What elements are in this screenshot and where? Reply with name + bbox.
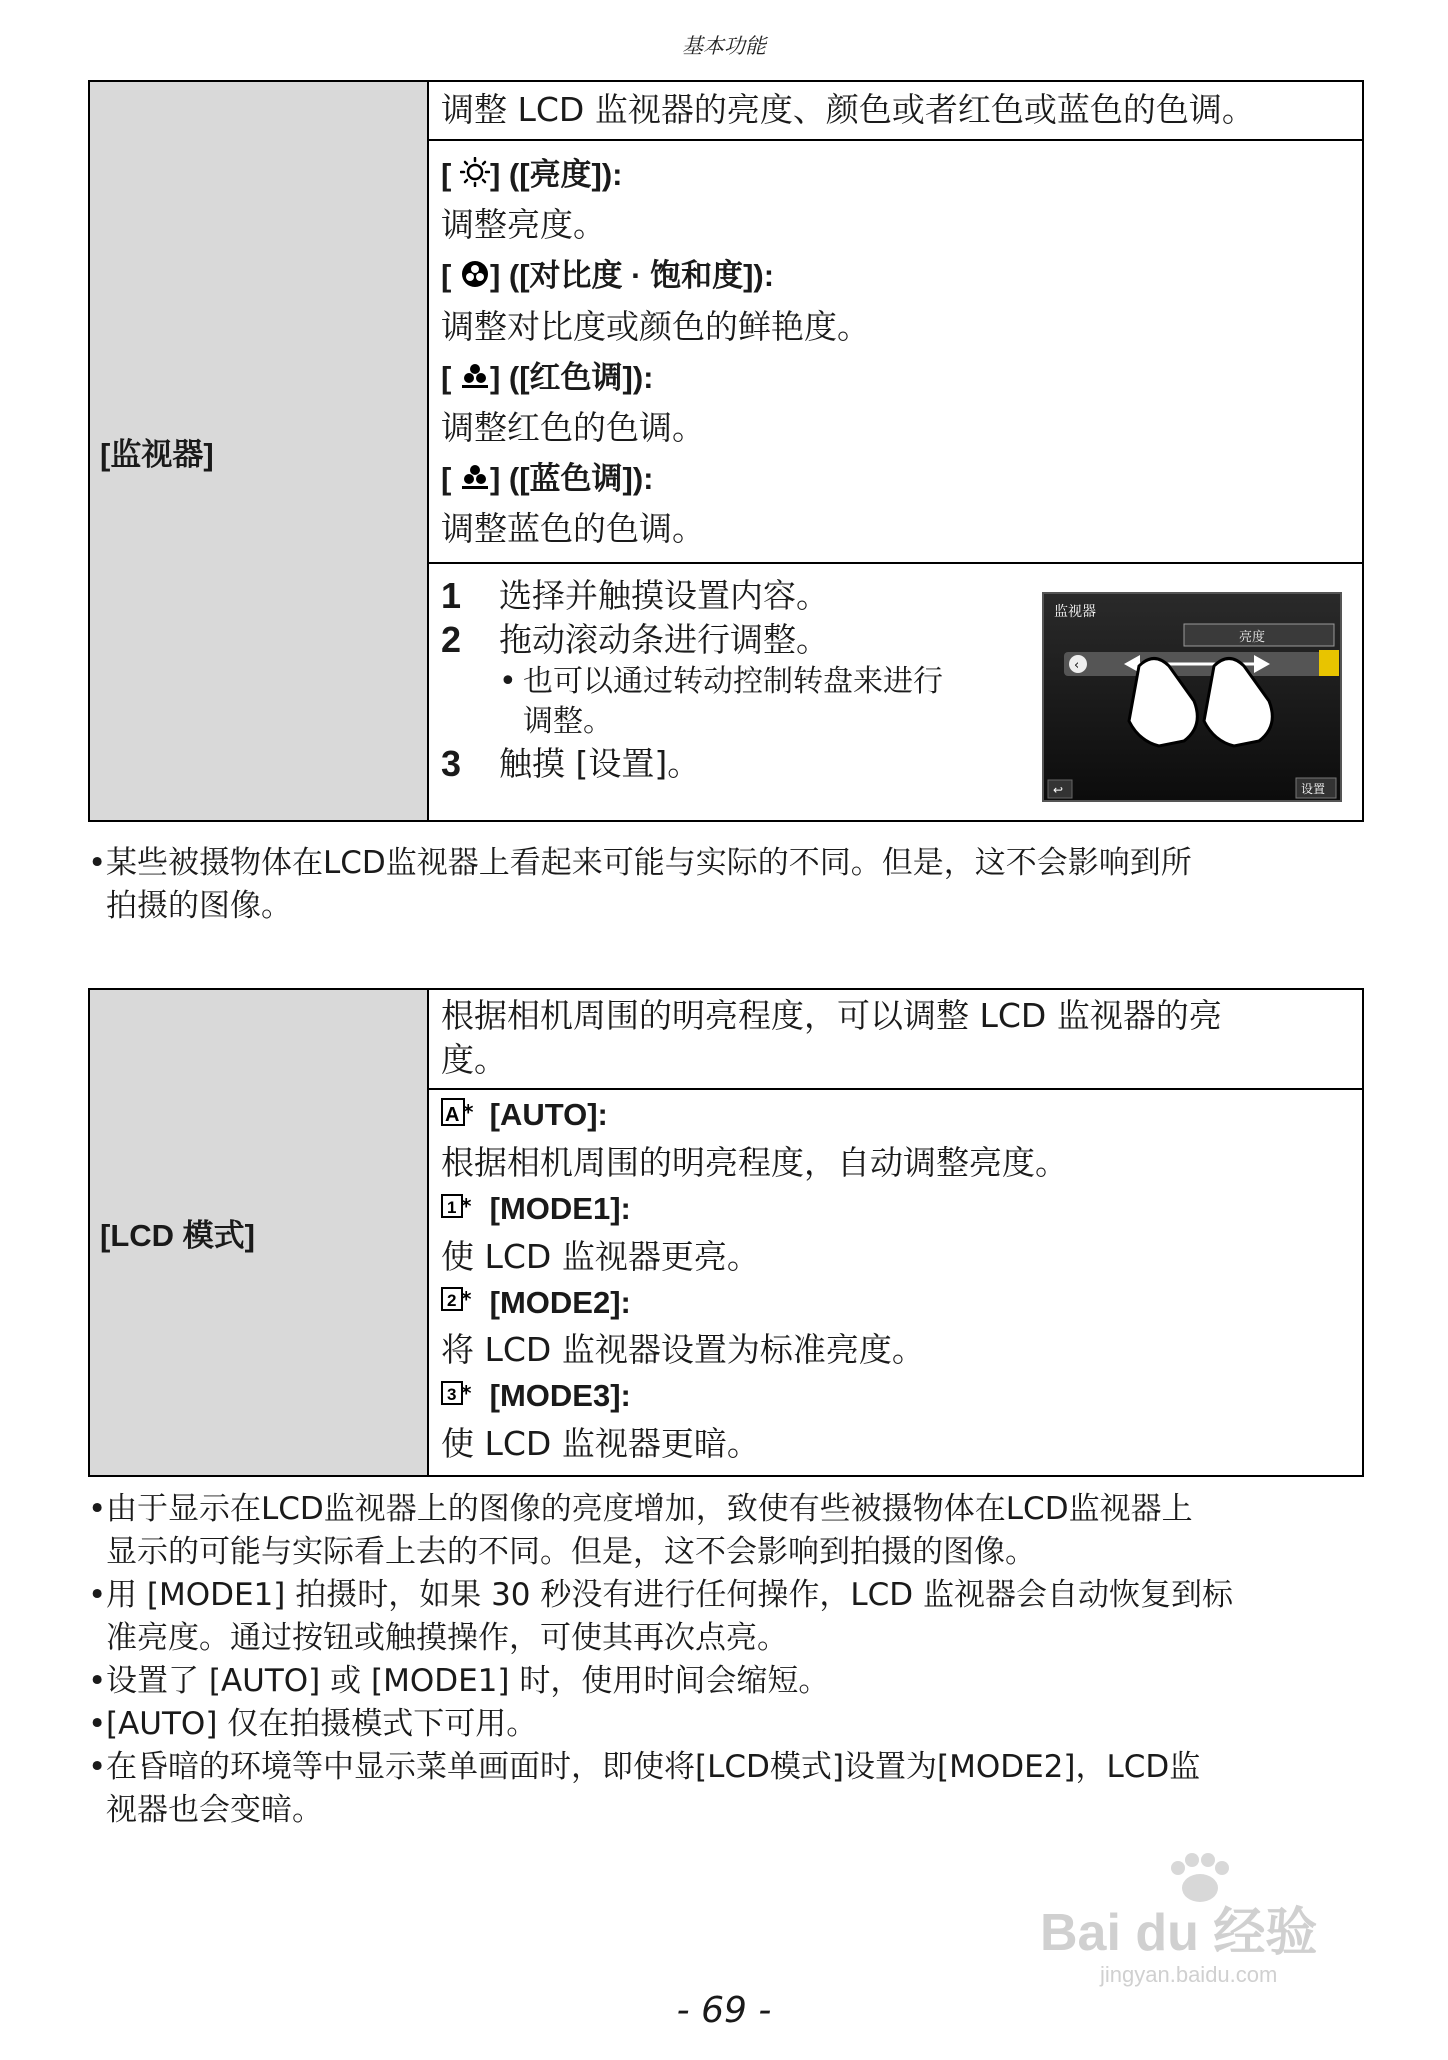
lcd-note-5: • 在昏暗的环境等中显示菜单画面时，即使将[LCD模式]设置为[MODE2]，LCD监 视器也会变暗。 [88, 1749, 1201, 1828]
lcd-note-4: • [AUTO] 仅在拍摄模式下可用。 [88, 1706, 538, 1742]
monitor-note: • 某些被摄物体在LCD监视器上看起来可能与实际的不同。但是，这不会影响到所 拍摄的图像。 [88, 845, 1192, 924]
lcd-mode-table [88, 988, 1364, 1477]
monitor-label: [监视器] [89, 81, 428, 821]
option-red: [ ] ([红色调]): [441, 354, 1350, 403]
red-tint-icon [460, 356, 490, 403]
option-red-desc: 调整红色的色调。 [441, 407, 705, 447]
screen-item-label: 亮度 [1239, 630, 1266, 646]
lcd-notes [88, 1488, 1364, 1832]
step-2-note: • 也可以通过转动控制转盘来进行 调整。 [499, 664, 943, 740]
step-1: 1 选择并触摸设置内容。 [441, 575, 829, 617]
svg-text:↩: ↩ [1053, 783, 1064, 798]
option-brightness: [ ] ([亮度]): [441, 151, 1350, 200]
svg-text:2: 2 [447, 1291, 457, 1311]
option-auto: A * [AUTO]: [441, 1094, 1350, 1138]
mode1-lcd-icon [441, 1190, 481, 1232]
option-blue-desc: 调整蓝色的色调。 [441, 509, 705, 549]
svg-text:*: * [461, 1381, 472, 1406]
svg-text:‹: ‹ [1074, 658, 1080, 674]
svg-text:1: 1 [447, 1197, 457, 1217]
auto-lcd-icon [441, 1096, 481, 1138]
watermark-url: jingyan.baidu.com [1100, 1962, 1278, 1987]
lcd-note-2: • 用 [MODE1] 拍摄时，如果 30 秒没有进行任何操作，LCD 监视器会自动恢复到标 准亮度。通过按钮或触摸操作，可使其再次点亮。 [88, 1577, 1234, 1656]
step-2: 2 拖动滚动条进行调整。 [441, 619, 829, 661]
lcd-mode-label: [LCD 模式] [89, 989, 428, 1476]
lcd-note-3: • 设置了 [AUTO] 或 [MODE1] 时，使用时间会缩短。 [88, 1663, 830, 1699]
camera-screen-illustration [1042, 592, 1342, 802]
option-mode2-desc: 将 LCD 监视器设置为标准亮度。 [441, 1330, 925, 1370]
option-mode2: 2 * [MODE2]: [441, 1282, 1350, 1326]
option-blue: [ ] ([蓝色调]): [441, 455, 1350, 504]
contrast-saturation-icon [460, 255, 490, 302]
mode3-lcd-icon [441, 1377, 481, 1419]
monitor-steps-cell [428, 563, 1363, 821]
option-mode1-desc: 使 LCD 监视器更亮。 [441, 1236, 760, 1276]
brightness-icon [460, 153, 490, 200]
watermark-brand: Bai du 经验 [1040, 1904, 1318, 1962]
svg-text:*: * [461, 1287, 472, 1312]
mode2-lcd-icon [441, 1283, 481, 1325]
step-3: 3 触摸 [设置]。 [441, 743, 701, 785]
monitor-options [428, 140, 1363, 563]
option-mode1: 1 * [MODE1]: [441, 1188, 1350, 1232]
option-brightness-desc: 调整亮度。 [441, 205, 606, 245]
svg-text:3: 3 [447, 1385, 457, 1405]
option-auto-desc: 根据相机周围的明亮程度，自动调整亮度。 [441, 1142, 1068, 1182]
monitor-description: 调整 LCD 监视器的亮度、颜色或者红色或蓝色的色调。 [428, 81, 1363, 140]
option-mode3: 3 * [MODE3]: [441, 1375, 1350, 1419]
svg-text:A: A [445, 1103, 460, 1126]
svg-text:*: * [461, 1193, 472, 1218]
svg-text:*: * [463, 1099, 474, 1124]
option-contrast: [ ] ([对比度 · 饱和度]): [441, 252, 1350, 301]
lcd-mode-description: 根据相机周围的明亮程度，可以调整 LCD 监视器的亮 度。 [428, 989, 1363, 1089]
page-header: 基本功能 [682, 34, 766, 58]
lcd-mode-options [428, 1089, 1363, 1476]
screen-title: 监视器 [1054, 604, 1096, 621]
option-mode3-desc: 使 LCD 监视器更暗。 [441, 1424, 760, 1464]
baidu-watermark [1030, 1850, 1370, 1990]
option-contrast-desc: 调整对比度或颜色的鲜艳度。 [441, 306, 870, 346]
lcd-note-1: • 由于显示在LCD监视器上的图像的亮度增加，致使有些被摄物体在LCD监视器上 显示的可能与实际看上去的不同。但是，这不会影响到拍摄的图像。 [88, 1491, 1193, 1570]
page-number: - 69 - [676, 1990, 772, 2031]
monitor-table [88, 80, 1364, 822]
screen-set-button: 设置 [1301, 782, 1326, 797]
blue-tint-icon [460, 457, 490, 504]
